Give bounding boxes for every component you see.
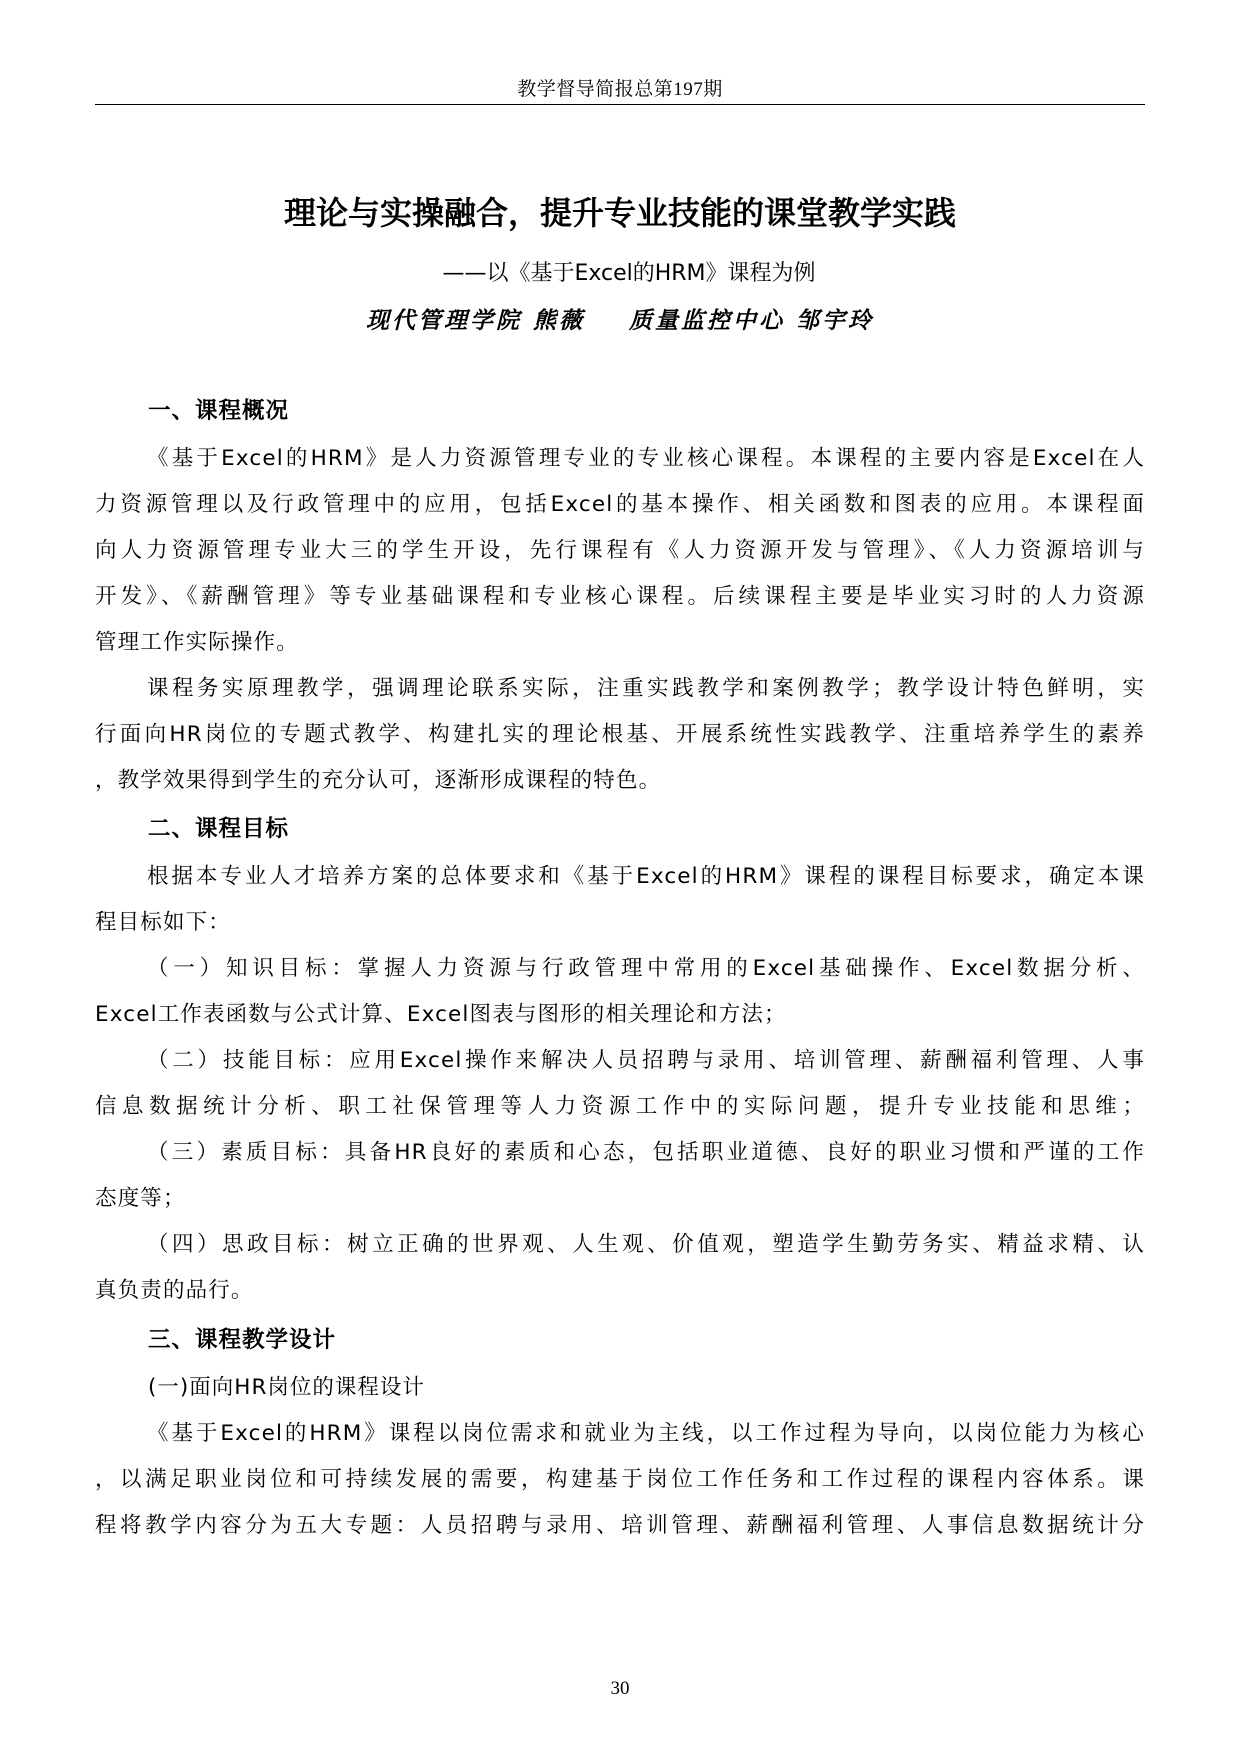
section-heading-3: 三、课程教学设计 [148, 1327, 337, 1353]
header-rule [95, 104, 1145, 105]
author-department-2: 质量监控中心 [629, 307, 786, 334]
paragraph-line: 力资源管理以及行政管理中的应用，包括Excel的基本操作、相关函数和图表的应用。本课程面 [95, 492, 1145, 517]
paragraph-line: 《基于Excel的HRM》课程以岗位需求和就业为主线，以工作过程为导向，以岗位能力为核心 [147, 1421, 1145, 1446]
paragraph-line: 开发》、《薪酬管理》等专业基础课程和专业核心课程。后续课程主要是毕业实习时的人力资源 [95, 584, 1145, 609]
paragraph-line: 行面向HR岗位的专题式教学、构建扎实的理论根基、开展系统性实践教学、注重培养学生的素养 [95, 722, 1145, 747]
paragraph-line: 程目标如下： [95, 910, 231, 935]
paragraph-line: 根据本专业人才培养方案的总体要求和《基于Excel的HRM》课程的课程目标要求，确定本课 [147, 864, 1145, 889]
paragraph-line: Excel工作表函数与公式计算、Excel图表与图形的相关理论和方法； [95, 1002, 787, 1027]
author-line [0, 302, 1240, 335]
paragraph-line: 向人力资源管理专业大三的学生开设，先行课程有《人力资源开发与管理》、《人力资源培训与 [95, 538, 1145, 563]
paragraph-line: （四）思政目标：树立正确的世界观、人生观、价值观，塑造学生勤劳务实、精益求精、认 [147, 1232, 1145, 1257]
section-heading-2: 二、课程目标 [148, 816, 290, 842]
paragraph-line: 信息数据统计分析、职工社保管理等人力资源工作中的实际问题，提升专业技能和思维； [95, 1094, 1145, 1119]
paragraph-line: （二）技能目标：应用Excel操作来解决人员招聘与录用、培训管理、薪酬福利管理、人事 [147, 1048, 1145, 1073]
paragraph-line: （三）素质目标：具备HR良好的素质和心态，包括职业道德、良好的职业习惯和严谨的工作 [147, 1140, 1145, 1165]
author-name-2: 邹宇玲 [796, 307, 875, 334]
subsection-heading: (一)面向HR岗位的课程设计 [148, 1375, 425, 1400]
paragraph-line: 管理工作实际操作。 [95, 630, 299, 655]
paragraph-line: ，以满足职业岗位和可持续发展的需要，构建基于岗位工作任务和工作过程的课程内容体系。课 [95, 1467, 1145, 1492]
article-title: 理论与实操融合，提升专业技能的课堂教学实践 [283, 194, 956, 232]
paragraph-line: 课程务实原理教学，强调理论联系实际，注重实践教学和案例教学；教学设计特色鲜明，实 [147, 676, 1145, 701]
running-header: 教学督导简报总第197期 [517, 79, 723, 100]
paragraph-line: 程将教学内容分为五大专题：人员招聘与录用、培训管理、薪酬福利管理、人事信息数据统计分 [95, 1513, 1145, 1538]
paragraph-line: ，教学效果得到学生的充分认可，逐渐形成课程的特色。 [95, 768, 662, 793]
author-name-1: 熊薇 [532, 307, 585, 334]
article-subtitle: ——以《基于Excel的HRM》课程为例 [442, 261, 816, 286]
paragraph-line: （一）知识目标：掌握人力资源与行政管理中常用的Excel基础操作、Excel数据分析、 [147, 956, 1145, 981]
page-number: 30 [610, 1678, 630, 1699]
paragraph-line: 《基于Excel的HRM》是人力资源管理专业的专业核心课程。本课程的主要内容是Excel在人 [147, 446, 1145, 471]
author-department-1: 现代管理学院 [365, 307, 522, 334]
section-heading-1: 一、课程概况 [148, 398, 290, 424]
paragraph-line: 真负责的品行。 [95, 1278, 254, 1303]
paragraph-line: 态度等； [95, 1186, 186, 1211]
